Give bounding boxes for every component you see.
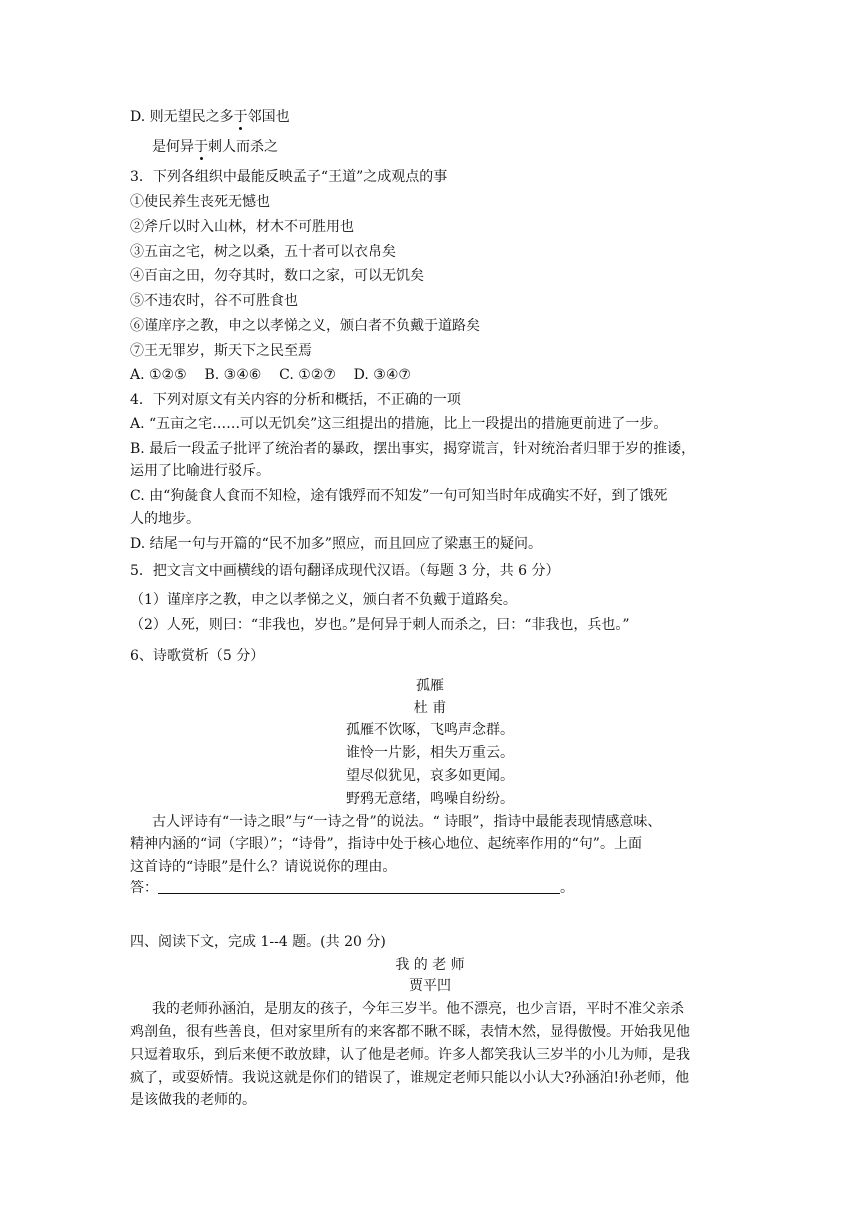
answer-end: 。 [560,880,574,896]
poem-author: 杜 甫 [413,700,447,716]
q4-option-c-line1: C. 由“狗彘食人食而不知检，途有饿殍而不知发”一句可知当时年成确实不好，到了饿死 [130,488,668,504]
q6-paragraph-line1: 古人评诗有“一诗之眼”与“一诗之骨”的说法。“ 诗眼”，指诗中最能表现情感意味、 [152,814,662,830]
q6-stem: 6、诗歌赏析（5 分） [130,648,265,664]
q5-stem: 5．把文言文中画横线的语句翻译成现代汉语。（每题 3 分，共 6 分） [130,563,560,579]
q3-options: A. ①②⑤ B. ③④⑥ C. ①②⑦ D. ③④⑦ [130,367,411,383]
poem-title: 孤雁 [416,678,444,694]
q3-item: ⑤不违农时，谷不可胜食也 [130,293,298,309]
q4-option-d: D. 结尾一句与开篇的“民不加多”照应，而且回应了梁惠王的疑问。 [130,536,542,552]
poem-line: 谁怜一片影，相失万重云。 [346,745,514,761]
article-line: 鸡剖鱼，很有些善良，但对家里所有的来客都不瞅不睬，表情木然，显得傲慢。开始我见他 [130,1024,690,1040]
q6-paragraph-line2: 精神内涵的“词（字眼）”；“诗骨”，指诗中处于核心地位、起统率作用的“句”。上面 [130,836,642,852]
q2-option-d-line1: D. 则无望民之多于邻国也 [130,109,290,125]
emphasis-dot-char: 于 [233,109,248,125]
q5-sentence-2: （2）人死，则曰：“非我也，岁也。”是何异于刺人而杀之，曰：“非我也，兵也。” [130,617,630,633]
q3-stem: 3．下列各组织中最能反映孟子“王道”之成观点的事 [130,169,448,185]
q4-option-c-line2: 人的地步。 [130,511,200,527]
q4-stem: 4．下列对原文有关内容的分析和概括，不正确的一项 [130,392,461,408]
article-line: 疯了，或耍娇情。我说这就是你们的错误了，谁规定老师只能以小认大?孙涵泊!孙老师，他 [130,1070,690,1086]
article-line: 我的老师孙涵泊，是朋友的孩子，今年三岁半。他不漂亮，也少言语，平时不准父亲杀 [152,1001,684,1017]
article-line: 是该做我的老师的。 [130,1092,256,1108]
q6-paragraph-line3: 这首诗的“诗眼”是什么？请说说你的理由。 [130,859,397,875]
poem-line: 孤雁不饮啄，飞鸣声念群。 [346,722,514,738]
q5-sentence-1: （1）谨庠序之教，申之以孝悌之义，颁白者不负戴于道路矣。 [130,592,517,608]
poem-line: 野鸦无意绪，鸣噪自纷纷。 [346,791,514,807]
q3-item: ⑦王无罪岁，斯天下之民至焉 [130,343,312,359]
section4-heading: 四、阅读下文，完成 1--4 题。(共 20 分) [130,934,386,950]
article-line: 只逗着取乐，到后来便不敢放肆，认了他是老师。许多人都笑我认三岁半的小儿为师，是我 [130,1047,690,1063]
q4-option-a: A. “五亩之宅……可以无饥矣”这三组提出的措施，比上一段提出的措施更前进了一步。 [130,416,668,432]
article-author: 贾平凹 [409,978,451,994]
q3-item: ②斧斤以时入山林，材木不可胜用也 [130,219,354,235]
q4-option-b-line2: 运用了比喻进行驳斥。 [130,463,270,479]
q4-option-b-line1: B. 最后一段孟子批评了统治者的暴政，摆出事实，揭穿谎言，针对统治者归罪于岁的推诿， [130,441,696,457]
q6-answer-line [130,878,574,898]
article-title: 我 的 老 师 [395,957,465,973]
poem-line: 望尽似犹见，哀多如更闻。 [346,768,514,784]
q3-item: ④百亩之田，勿夺其时，数口之家，可以无饥矣 [130,268,424,284]
q3-item: ⑥谨庠序之教，申之以孝悌之义，颁白者不负戴于道路矣 [130,318,480,334]
q3-item: ③五亩之宅，树之以桑，五十者可以衣帛矣 [130,244,396,260]
q2-option-d-line2: 是何异于刺人而杀之 [152,139,278,155]
emphasis-dot-char: 于 [194,139,208,155]
answer-blank [158,879,560,894]
q3-item: ①使民养生丧死无憾也 [130,194,270,210]
answer-label: 答： [130,880,158,896]
